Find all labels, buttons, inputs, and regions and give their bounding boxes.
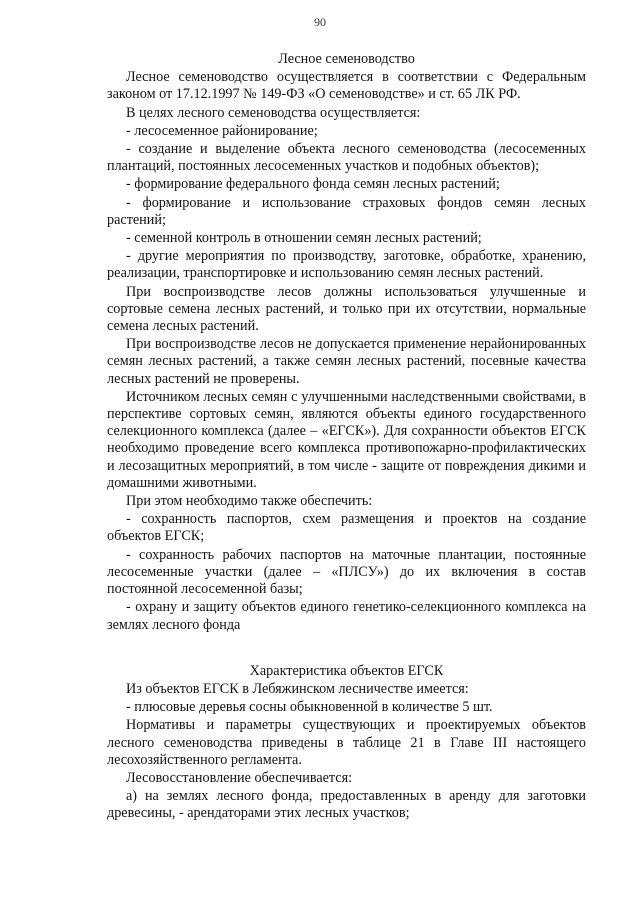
list-item: - охрану и защиту объектов единого генетико-селекционного комплекса на землях лесного фонда [107, 599, 586, 633]
paragraph: При воспроизводстве лесов не допускается применение нерайонированных семян лесных растений, а также семян лесных растений, посевные качества лесных растений не проверены. [107, 336, 586, 387]
paragraph: Нормативы и параметры существующих и проектируемых объектов лесного семеноводства приведены в таблице 21 в Главе III настоящего лесохозяйственного регламента. [107, 717, 586, 768]
section-title-egsk-objects: Характеристика объектов ЕГСК [249, 662, 444, 679]
list-item: - сохранность рабочих паспортов на маточные плантации, постоянные лесосеменные участки (далее – «ПЛСУ») до их включения в состав постоянной лесосеменной базы; [107, 546, 586, 598]
paragraph: Лесовосстановление обеспечивается: [126, 769, 353, 786]
list-item: - создание и выделение объекта лесного семеноводства (лесосеменных плантаций, постоянных лесосеменных участков и подобных объектов); [107, 141, 586, 175]
list-item: - формирование и использование страховых фондов семян лесных растений; [107, 194, 586, 228]
paragraph: В целях лесного семеноводства осуществляется: [126, 104, 421, 121]
paragraph: Источником лесных семян с улучшенными наследственными свойствами, в перспективе сортовых семян, являются объекты единого государственного селекционного комплекса (далее – «ЕГСК»). Для сохранности объектов ЕГСК необходимо проведение всего комплекса противопожарно-профилактических и лесозащитных мероприятий, в том числе - защите от повреждения дикими и домашними животными. [107, 388, 586, 491]
list-item: - формирование федерального фонда семян лесных растений; [126, 176, 500, 193]
page-number: 90 [314, 15, 326, 29]
paragraph: Лесное семеноводство осуществляется в соответствии с Федеральным законом от 17.12.1997 № 149-ФЗ «О семеноводстве» и ст. 65 ЛК РФ. [107, 69, 586, 103]
paragraph: При этом необходимо также обеспечить: [126, 493, 373, 510]
list-item: - лесосеменное районирование; [126, 122, 318, 139]
list-item: - семенной контроль в отношении семян лесных растений; [126, 230, 482, 247]
list-item: - сохранность паспортов, схем размещения и проектов на создание объектов ЕГСК; [107, 511, 586, 545]
list-item: а) на землях лесного фонда, предоставленных в аренду для заготовки древесины, - арендаторами этих лесных участков; [107, 788, 586, 822]
list-item: - другие мероприятия по производству, заготовке, обработке, хранению, реализации, транспортировке и использованию семян лесных растений. [107, 248, 586, 282]
section-title-seed-production: Лесное семеноводство [278, 51, 415, 67]
paragraph: Из объектов ЕГСК в Лебяжинском лесничестве имеется: [126, 680, 469, 697]
paragraph: При воспроизводстве лесов должны использоваться улучшенные и сортовые семена лесных растений, и только при их отсутствии, нормальные семена лесных растений. [107, 283, 586, 335]
document-body [107, 51, 586, 824]
list-item: - плюсовые деревья сосны обыкновенной в количестве 5 шт. [126, 699, 493, 716]
